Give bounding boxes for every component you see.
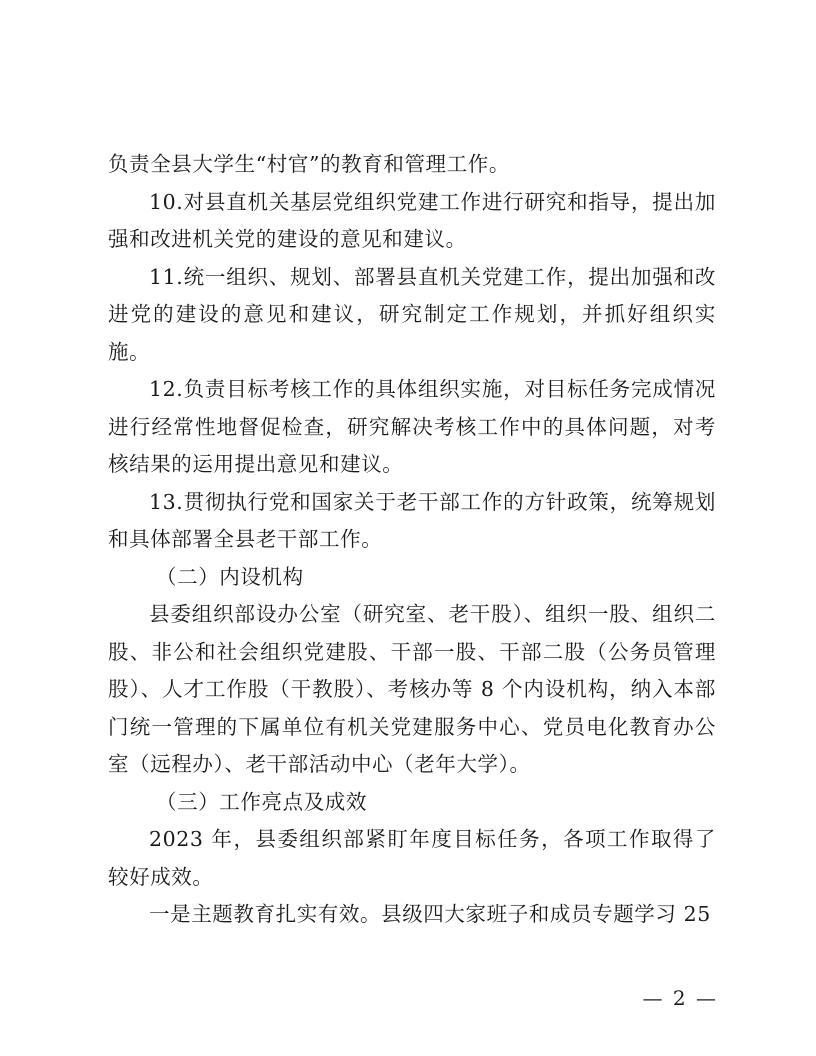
- section-heading-internal-structure: （二）内设机构: [156, 564, 304, 589]
- paragraph-item-13: 13.贯彻执行党和国家关于老干部工作的方针政策，统筹规划和具体部署全县老干部工作。: [108, 489, 716, 551]
- paragraph-2023-summary: 2023 年，县委组织部紧盯年度目标任务，各项工作取得了较好成效。: [108, 827, 716, 889]
- paragraph-item-10: 10.对县直机关基层党组织党建工作进行研究和指导，提出加强和改进机关党的建设的意见和建议。: [108, 189, 716, 251]
- paragraph-item-12: 12.负责目标考核工作的具体组织实施，对目标任务完成情况进行经常性地督促检查，研究解决考核工作中的具体问题，对考核结果的运用提出意见和建议。: [108, 377, 716, 476]
- section-heading-highlights: （三）工作亮点及成效: [156, 789, 367, 814]
- paragraph-theme-education: 一是主题教育扎实有效。县级四大家班子和成员专题学习 25: [149, 902, 711, 926]
- page-number: — 2 —: [642, 986, 718, 1010]
- paragraph-internal-structure: 县委组织部设办公室（研究室、老干股）、组织一股、组织二股、非公和社会组织党建股、干部一股、干部二股（公务员管理股）、人才工作股（干教股）、考核办等 8 个内设机构，纳入本部门统一管理的下属单位有机关党建服务中心、党员电化教育办公室（远程办）、老干部活动中心（老年大学）。: [108, 602, 716, 776]
- document-body: [108, 146, 716, 934]
- paragraph-item-11: 11.统一组织、规划、部署县直机关党建工作，提出加强和改进党的建设的意见和建议，研究制定工作规划，并抓好组织实施。: [108, 264, 716, 364]
- paragraph-continuation: 负责全县大学生“村官”的教育和管理工作。: [108, 152, 510, 176]
